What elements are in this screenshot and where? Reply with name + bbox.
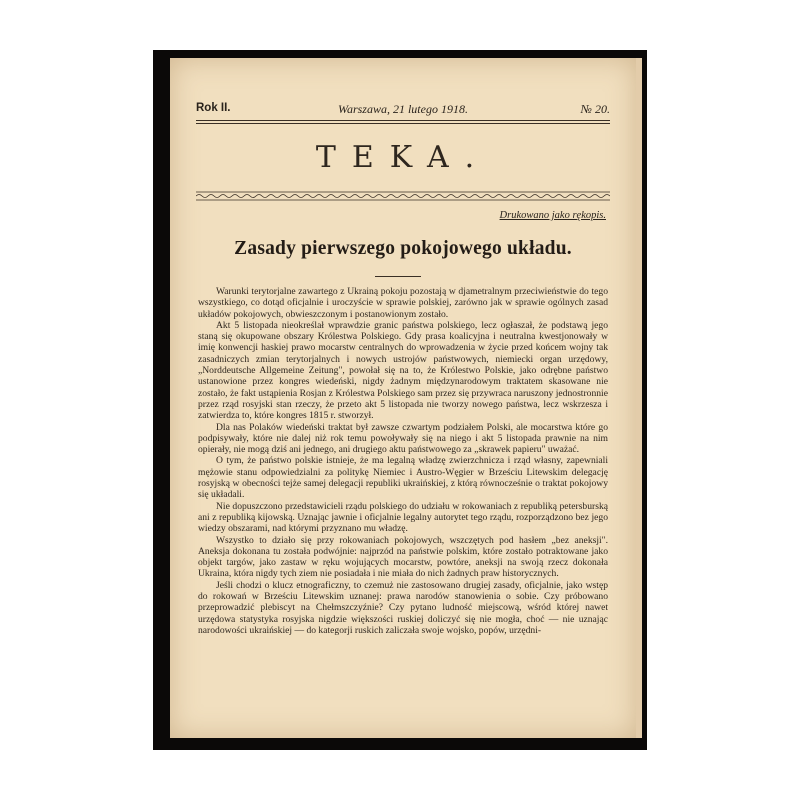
issue-number: № 20. <box>580 102 610 116</box>
paragraph: Warunki terytorjalne zawartego z Ukrainą pokoju pozostają w djametralnym przeciwieństwie do tego wszystkiego, co dotąd oficjalnie i uroczyście w sprawie polskiej, zarówno jak w sprawie ogólnych zasad układów pokojowych, obwieszczonym i postanowionym zostało. <box>198 286 608 320</box>
paragraph: Wszystko to działo się przy rokowaniach pokojowych, wszczętych pod hasłem „bez aneksji". Aneksja dokonana tu została podwójnie: najprzód na państwie polskim, które zostało potraktowane jako objekt targów, jako zastaw w ręku wojujących mocarstw, powtóre, aneksji na swoją rzecz dokonała Ukraina, która nigdy tych ziem nie posiadała i nie miała do nich żadnych praw historycznych. <box>198 534 608 580</box>
print-note: Drukowano jako rękopis. <box>499 210 606 221</box>
paragraph: Jeśli chodzi o klucz etnograficzny, to czemuż nie zastosowano drugiej zasady, oficjalnie, jako wstęp do rokowań w Brześciu Litewskim uznanej: prawa narodów stanowienia o sobie. Czy próbowano przeprowadzić plebiscyt na Chełmszczyźnie? Czy pytano ludność miejscową, wśród której nawet urzędowa statystyka rosyjska nigdzie większości ruskiej doliczyć się nie mogła, choć — nie uznając narodowości ukraińskiej — do kategorji ruskich zaliczała swoje wojsko, popów, urzędni- <box>198 579 608 636</box>
publication-title: TEKA. <box>315 140 491 175</box>
masthead <box>196 102 610 118</box>
paragraph: O tym, że państwo polskie istnieje, że ma legalną władzę zwierzchnicza i rząd własny, zapewniali mężowie stanu odpowiedzialni za politykę Niemiec i Austro-Węgier w Brześciu Litewskim delegację rosyjską w obecności tejże samej delegacji republiki ukraińskiej, z którą równocześnie o traktat pokojowy się układali. <box>198 455 608 501</box>
ornamental-rule <box>196 191 610 201</box>
masthead-rule-bottom <box>196 123 610 124</box>
heading-rule <box>375 276 421 277</box>
volume-label: Rok II. <box>196 102 231 114</box>
paragraph: Dla nas Polaków wiedeński traktat był zawsze czwartym podziałem Polski, ale mocarstwa które go podpisywały, które nie dalej niż rok temu powoływały się na niego i akt 5 listopada prawnie na nim opierały, nie mogą dziś ani jednego, ani drugiego aktu państwowego za „skrawek papieru" uważać. <box>198 421 608 456</box>
article-body <box>198 286 608 746</box>
place-date: Warszawa, 21 lutego 1918. <box>338 102 468 116</box>
newspaper-page <box>170 58 636 738</box>
masthead-rule-top <box>196 120 610 121</box>
paragraph: Nie dopuszczono przedstawicieli rządu polskiego do udziału w rokowaniach z republiką petersburską ani z republiką kijowską. Uznając jawnie i oficjalnie legalny autorytet tego rządu, rozporządzono bez jego wiedzy obszarami, nad którymi przyznano mu władzę. <box>198 500 608 535</box>
paragraph: Akt 5 listopada nieokreślał wprawdzie granic państwa polskiego, lecz ogłaszał, że podstawą jego staną się okupowane obszary Królestwa Polskiego. Gdy prasa koalicyjna i neutralna kwestjonowały w imię konwencji haskiej prawo mocarstw centralnych do wprowadzenia w życie przed końcem wojny tak zasadniczych zmian terytorjalnych i nowych ustrojów państwowych, niemiecki organ urzędowy, „Norddeutsche Allgemeine Zeitung", powołał się na to, że Królestwo Polskie, jako odrębne państwo ustanowione przez kongres wiedeński, nigdy żadnym międzynarodowym traktatem skasowane nie zostało, że fakt ustąpienia Rosjan z Królestwa Polskiego sam przez się przywraca naruszony jednostronnie przez rząd rosyjski stan rzeczy, że przeto akt 5 listopada nie tworzy nowego państwa, lecz wskrzesza i zatwierdza to, które kongres 1815 r. stworzył. <box>198 319 608 422</box>
article-heading: Zasady pierwszego pokojowego układu. <box>234 238 572 259</box>
